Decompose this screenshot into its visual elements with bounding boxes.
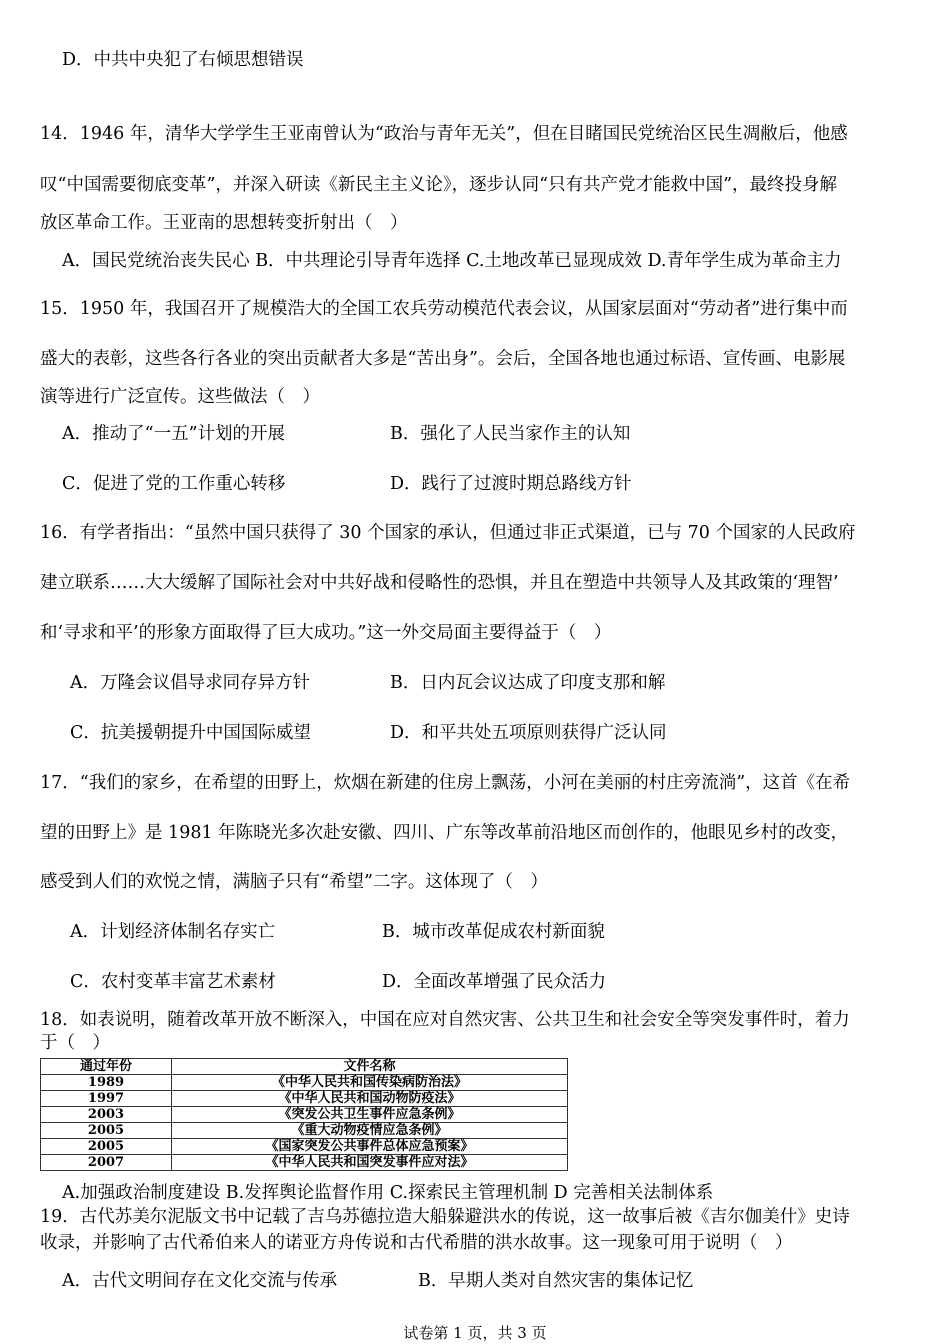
q16-option-a: A．万隆会议倡导求同存异方针: [70, 673, 311, 693]
table-cell-document: 《中华人民共和国动物防疫法》: [172, 1091, 568, 1107]
q14-stem-line-3: 放区革命工作。王亚南的思想转变折射出（ ）: [40, 213, 408, 233]
q13-option-d: D．中共中央犯了右倾思想错误: [62, 50, 304, 70]
table-cell-year: 2003: [41, 1107, 172, 1123]
q19-stem-line-2: 收录，并影响了古代希伯来人的诺亚方舟传说和古代希腊的洪水故事。这一现象可用于说明（ ）: [40, 1233, 793, 1253]
table-cell-year: 1989: [41, 1075, 172, 1091]
q19-option-a: A．古代文明间存在文化交流与传承: [62, 1271, 338, 1291]
table-row: [41, 1155, 568, 1171]
q14-options: A．国民党统治丧失民心 B．中共理论引导青年选择 C.土地改革已显现成效 D.青年学生成为革命主力: [62, 251, 842, 271]
q14-stem-line-1: 14．1946 年，清华大学学生王亚南曾认为“政治与青年无关”，但在目睹国民党统治区民生凋敝后，他感: [40, 124, 848, 144]
q16-stem-line-1: 16．有学者指出：“虽然中国只获得了 30 个国家的承认，但通过非正式渠道，已与 70 个国家的人民政府: [40, 523, 856, 543]
page-footer: 试卷第 1 页，共 3 页: [403, 1324, 547, 1342]
q17-option-a: A．计划经济体制名存实亡: [70, 922, 276, 942]
q19-stem-line-1: 19．古代苏美尔泥版文书中记载了吉乌苏德拉造大船躲避洪水的传说，这一故事后被《吉尔伽美什》史诗: [40, 1207, 850, 1227]
q16-stem-line-3: 和‘寻求和平’的形象方面取得了巨大成功。”这一外交局面主要得益于（ ）: [40, 623, 612, 643]
q15-stem-line-1: 15．1950 年，我国召开了规模浩大的全国工农兵劳动模范代表会议，从国家层面对“劳动者”进行集中而: [40, 299, 848, 319]
q15-option-b: B．强化了人民当家作主的认知: [390, 424, 631, 444]
table-cell-document: 《重大动物疫情应急条例》: [172, 1123, 568, 1139]
table-row: [41, 1123, 568, 1139]
q15-option-d: D．践行了过渡时期总路线方针: [390, 474, 632, 494]
q16-stem-line-2: 建立联系……大大缓解了国际社会对中共好战和侵略性的恐惧，并且在塑造中共领导人及其政策的‘理智’: [40, 573, 839, 593]
table-cell-year: 2005: [41, 1139, 172, 1155]
table-cell-year: 1997: [41, 1091, 172, 1107]
table-header-year: 通过年份: [41, 1059, 172, 1075]
q18-options: A.加强政治制度建设 B.发挥舆论监督作用 C.探索民主管理机制 D 完善相关法制体系: [62, 1183, 714, 1203]
q17-stem-line-1: 17．“我们的家乡，在希望的田野上，炊烟在新建的住房上飘荡，小河在美丽的村庄旁流淌”，这首《在希: [40, 773, 851, 793]
table-cell-year: 2007: [41, 1155, 172, 1171]
table-cell-document: 《中华人民共和国突发事件应对法》: [172, 1155, 568, 1171]
table-header-document: 文件名称: [172, 1059, 568, 1075]
q18-stem-line-1: 18．如表说明，随着改革开放不断深入，中国在应对自然灾害、公共卫生和社会安全等突发事件时，着力: [40, 1010, 850, 1030]
q18-stem-line-2: 于（ ）: [40, 1033, 110, 1053]
table-header-row: [41, 1059, 568, 1075]
q18-table: [40, 1058, 568, 1171]
q14-stem-line-2: 叹“中国需要彻底变革”，并深入研读《新民主主义论》，逐步认同“只有共产党才能救中国”，最终投身解: [40, 175, 838, 195]
q17-option-d: D．全面改革增强了民众活力: [382, 972, 607, 992]
q15-option-c: C．促进了党的工作重心转移: [62, 474, 286, 494]
table-row: [41, 1091, 568, 1107]
q17-option-b: B．城市改革促成农村新面貌: [382, 922, 605, 942]
q17-stem-line-2: 望的田野上》是 1981 年陈晓光多次赴安徽、四川、广东等改革前沿地区而创作的，他眼见乡村的改变，: [40, 823, 849, 843]
table-cell-document: 《中华人民共和国传染病防治法》: [172, 1075, 568, 1091]
q15-stem-line-2: 盛大的表彰，这些各行各业的突出贡献者大多是“苦出身”。会后，全国各地也通过标语、宣传画、电影展: [40, 349, 846, 369]
table-row: [41, 1075, 568, 1091]
q15-option-a: A．推动了“一五”计划的开展: [62, 424, 286, 444]
q17-stem-line-3: 感受到人们的欢悦之情，满脑子只有“希望”二字。这体现了（ ）: [40, 872, 548, 892]
table-cell-document: 《国家突发公共事件总体应急预案》: [172, 1139, 568, 1155]
table-cell-year: 2005: [41, 1123, 172, 1139]
q16-option-b: B．日内瓦会议达成了印度支那和解: [390, 673, 666, 693]
table-cell-document: 《突发公共卫生事件应急条例》: [172, 1107, 568, 1123]
q16-option-d: D．和平共处五项原则获得广泛认同: [390, 723, 667, 743]
q16-option-c: C．抗美援朝提升中国国际威望: [70, 723, 311, 743]
q17-option-c: C．农村变革丰富艺术素材: [70, 972, 276, 992]
q15-stem-line-3: 演等进行广泛宣传。这些做法（ ）: [40, 387, 320, 407]
table-row: [41, 1139, 568, 1155]
table-row: [41, 1107, 568, 1123]
q19-option-b: B．早期人类对自然灾害的集体记忆: [418, 1271, 694, 1291]
